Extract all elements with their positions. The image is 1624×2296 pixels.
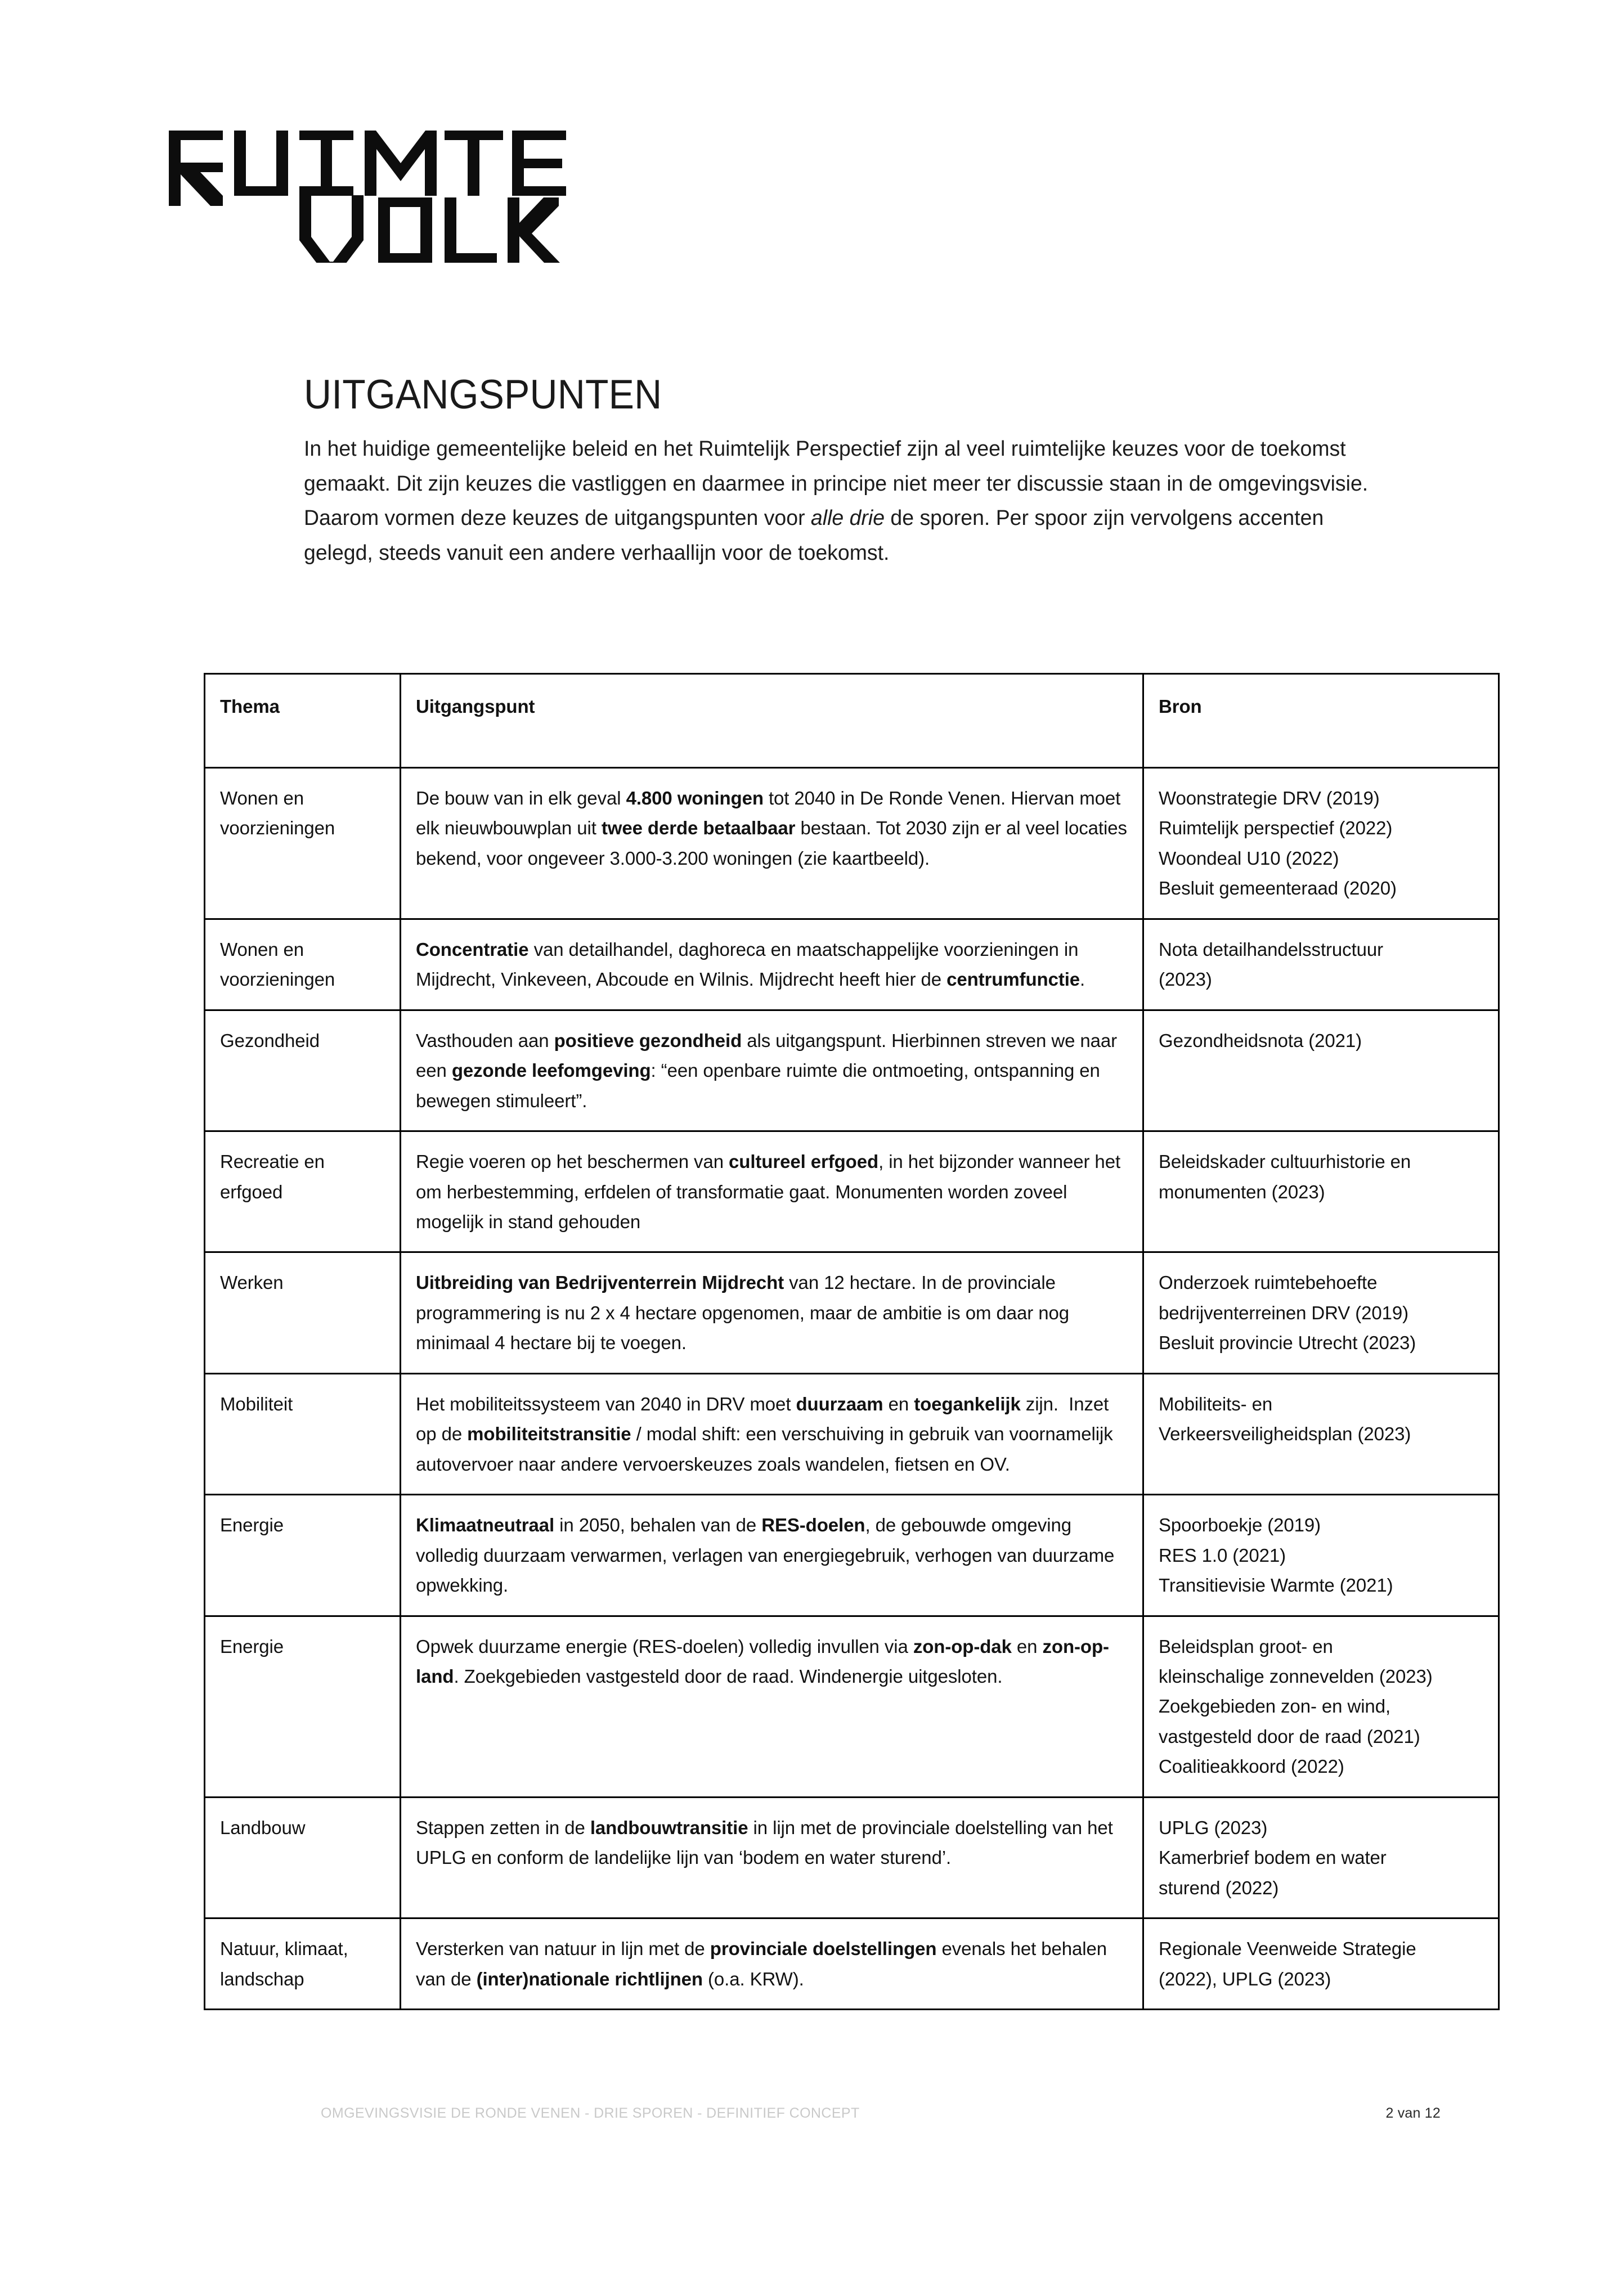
cell-thema: Werken — [205, 1252, 401, 1373]
footer-document-title: OMGEVINGSVISIE DE RONDE VENEN - DRIE SPOREN - DEFINITIEF CONCEPT — [321, 2105, 860, 2121]
column-header-bron: Bron — [1143, 674, 1499, 768]
cell-bron — [1143, 1252, 1499, 1373]
bron-line: Woondeal U10 (2022) — [1159, 847, 1339, 869]
cell-bron — [1143, 1918, 1499, 2010]
column-header-uitgangspunt: Uitgangspunt — [401, 674, 1143, 768]
bron-line: Woonstrategie DRV (2019) — [1159, 788, 1380, 808]
bron-line: sturend (2022) — [1159, 1877, 1279, 1898]
cell-uitgangspunt: Opwek duurzame energie (RES-doelen) volledig invullen via zon-op-dak en zon-op-land. Zoekgebieden vastgesteld door de raad. Windenergie uitgesloten. — [401, 1616, 1143, 1797]
cell-bron — [1143, 1797, 1499, 1918]
page-footer — [321, 2105, 1441, 2122]
cell-bron — [1143, 1373, 1499, 1494]
cell-uitgangspunt: Klimaatneutraal in 2050, behalen van de RES-doelen, de gebouwde omgeving volledig duurzaam verwarmen, verlagen van energiegebruik, verhogen van duurzame opwekking. — [401, 1495, 1143, 1616]
cell-uitgangspunt: Uitbreiding van Bedrijventerrein Mijdrecht van 12 hectare. In de provinciale programmering is nu 2 x 4 hectare opgenomen, maar de ambitie is om daar nog minimaal 4 hectare bij te voegen. — [401, 1252, 1143, 1373]
bron-line: (2022), UPLG (2023) — [1159, 1968, 1331, 1989]
table-header-row — [205, 674, 1499, 768]
table-row — [205, 1797, 1499, 1918]
bron-line: bedrijventerreinen DRV (2019) — [1159, 1302, 1409, 1323]
table-row — [205, 1616, 1499, 1797]
ruimtevolk-logo — [169, 131, 574, 263]
cell-uitgangspunt: Vasthouden aan positieve gezondheid als uitgangspunt. Hierbinnen streven we naar een gezonde leefomgeving: “een openbare ruimte die ontmoeting, ontspanning en bewegen stimuleert”. — [401, 1010, 1143, 1131]
intro-part-1: In het huidige gemeentelijke beleid en het Ruimtelijk Perspectief zijn al veel ruimtelijke keuzes voor de toekomst gemaakt. Dit zijn keuzes die vastliggen en daarmee in principe niet meer ter discussie staan in de omgevingsvisie. Daarom vormen deze keuzes de uitgangspunten voor — [304, 437, 1369, 531]
cell-uitgangspunt: Regie voeren op het beschermen van cultureel erfgoed, in het bijzonder wanneer het om herbestemming, erfdelen of transformatie gaat. Monumenten worden zoveel mogelijk in stand gehouden — [401, 1131, 1143, 1252]
bron-line: Besluit gemeenteraad (2020) — [1159, 878, 1397, 899]
cell-thema: Gezondheid — [205, 1010, 401, 1131]
table-head — [205, 674, 1499, 768]
bron-line: Besluit provincie Utrecht (2023) — [1159, 1332, 1416, 1354]
bron-line: vastgesteld door de raad (2021) — [1159, 1726, 1420, 1747]
bron-line: Beleidskader cultuurhistorie en — [1159, 1151, 1411, 1172]
cell-thema: Wonen en voorzieningen — [205, 919, 401, 1010]
table-row — [205, 1252, 1499, 1373]
table-row — [205, 919, 1499, 1010]
bron-line: monumenten (2023) — [1159, 1181, 1325, 1202]
bron-line: RES 1.0 (2021) — [1159, 1544, 1286, 1566]
bron-line: Regionale Veenweide Strategie — [1159, 1938, 1416, 1960]
intro-part-2: de sporen. Per spoor zijn vervolgens accenten gelegd, steeds vanuit een andere verhaallijn voor de toekomst. — [304, 506, 1324, 565]
table-row — [205, 1010, 1499, 1131]
cell-thema: Recreatie en erfgoed — [205, 1131, 401, 1252]
uitgangspunten-table-wrapper — [204, 673, 1498, 2010]
cell-bron — [1143, 768, 1499, 919]
table-row — [205, 1131, 1499, 1252]
cell-thema: Energie — [205, 1616, 401, 1797]
bron-line: (2023) — [1159, 969, 1212, 990]
bron-line: Mobiliteits- en — [1159, 1393, 1273, 1414]
bron-line: Onderzoek ruimtebehoefte — [1159, 1272, 1378, 1293]
cell-bron — [1143, 1010, 1499, 1131]
intro-emphasis: alle drie — [810, 506, 885, 531]
bron-line: Ruimtelijk perspectief (2022) — [1159, 817, 1393, 839]
cell-uitgangspunt: De bouw van in elk geval 4.800 woningen tot 2040 in De Ronde Venen. Hiervan moet elk nieuwbouwplan uit twee derde betaalbaar bestaan. Tot 2030 zijn er al veel locaties bekend, voor ongeveer 3.000-3.200 woningen (zie kaartbeeld). — [401, 768, 1143, 919]
cell-thema: Landbouw — [205, 1797, 401, 1918]
table-row — [205, 1373, 1499, 1494]
bron-line: Transitievisie Warmte (2021) — [1159, 1575, 1393, 1596]
cell-bron — [1143, 919, 1499, 1010]
bron-line: Gezondheidsnota (2021) — [1159, 1030, 1362, 1051]
uitgangspunten-table — [204, 673, 1500, 2010]
cell-bron — [1143, 1495, 1499, 1616]
cell-bron — [1143, 1616, 1499, 1797]
bron-line: Spoorboekje (2019) — [1159, 1515, 1321, 1536]
footer-page-number: 2 van 12 — [1385, 2105, 1441, 2121]
cell-thema: Energie — [205, 1495, 401, 1616]
cell-thema: Wonen en voorzieningen — [205, 768, 401, 919]
intro-paragraph — [304, 432, 1390, 570]
bron-line: Zoekgebieden zon- en wind, — [1159, 1696, 1391, 1717]
cell-thema: Natuur, klimaat, landschap — [205, 1918, 401, 2010]
table-row — [205, 1918, 1499, 2010]
column-header-thema: Thema — [205, 674, 401, 768]
cell-uitgangspunt: Versterken van natuur in lijn met de provinciale doelstellingen evenals het behalen van de (inter)nationale richtlijnen (o.a. KRW). — [401, 1918, 1143, 2010]
bron-line: Kamerbrief bodem en water — [1159, 1847, 1387, 1868]
bron-line: Verkeersveiligheidsplan (2023) — [1159, 1423, 1411, 1445]
table-body — [205, 768, 1499, 2010]
table-row — [205, 768, 1499, 919]
content-column — [304, 374, 1502, 570]
bron-line: Beleidsplan groot- en — [1159, 1635, 1333, 1657]
bron-line: Coalitieakkoord (2022) — [1159, 1756, 1344, 1777]
page-title: UITGANGSPUNTEN — [304, 372, 662, 417]
bron-line: kleinschalige zonnevelden (2023) — [1159, 1665, 1433, 1687]
cell-thema: Mobiliteit — [205, 1373, 401, 1494]
bron-line: UPLG (2023) — [1159, 1817, 1268, 1838]
cell-uitgangspunt: Concentratie van detailhandel, daghoreca en maatschappelijke voorzieningen in Mijdrecht, Vinkeveen, Abcoude en Wilnis. Mijdrecht heeft hier de centrumfunctie. — [401, 919, 1143, 1010]
cell-bron — [1143, 1131, 1499, 1252]
cell-uitgangspunt: Het mobiliteitssysteem van 2040 in DRV moet duurzaam en toegankelijk zijn. Inzet op de mobiliteitstransitie / modal shift: een verschuiving in gebruik van voornamelijk autovervoer naar andere vervoerskeuzes zoals wandelen, fietsen en OV. — [401, 1373, 1143, 1494]
table-row — [205, 1495, 1499, 1616]
cell-uitgangspunt: Stappen zetten in de landbouwtransitie in lijn met de provinciale doelstelling van het UPLG en conform de landelijke lijn van ‘bodem en water sturend’. — [401, 1797, 1143, 1918]
bron-line: Nota detailhandelsstructuur — [1159, 938, 1384, 960]
